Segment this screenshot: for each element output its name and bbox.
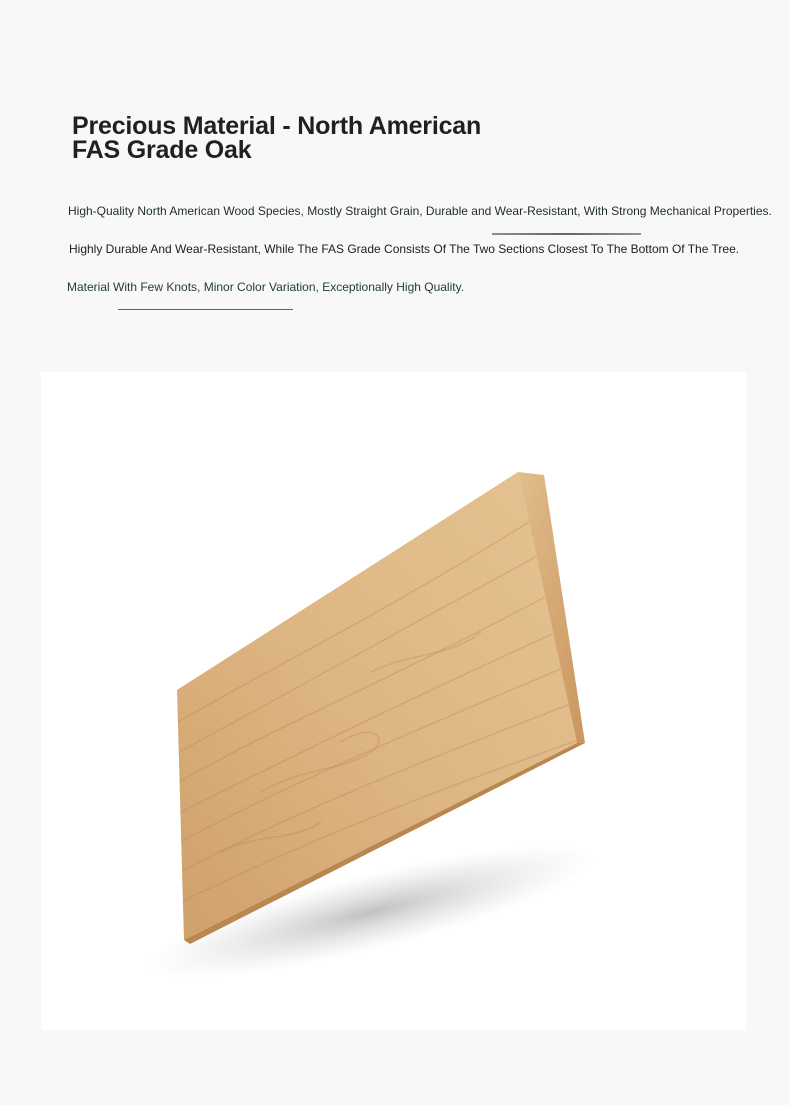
product-image-panel [41,372,746,1030]
page-title [72,114,481,162]
description-line-2: Highly Durable And Wear-Resistant, While The FAS Grade Consists Of The Two Sections Closest To The Bottom Of The Tree. [69,242,740,256]
description-line-1: High-Quality North American Wood Species, Mostly Straight Grain, Durable and Wear-Resistant, With Strong Mechanical Properties. [68,204,772,218]
description-line-3: Material With Few Knots, Minor Color Variation, Exceptionally High Quality. [67,280,465,294]
decorative-divider [492,233,641,235]
oak-board-icon [41,372,746,1030]
title-line-2: FAS Grade Oak [72,136,252,164]
underline-divider [118,309,293,310]
title-line-1: Precious Material - North American [72,112,482,140]
